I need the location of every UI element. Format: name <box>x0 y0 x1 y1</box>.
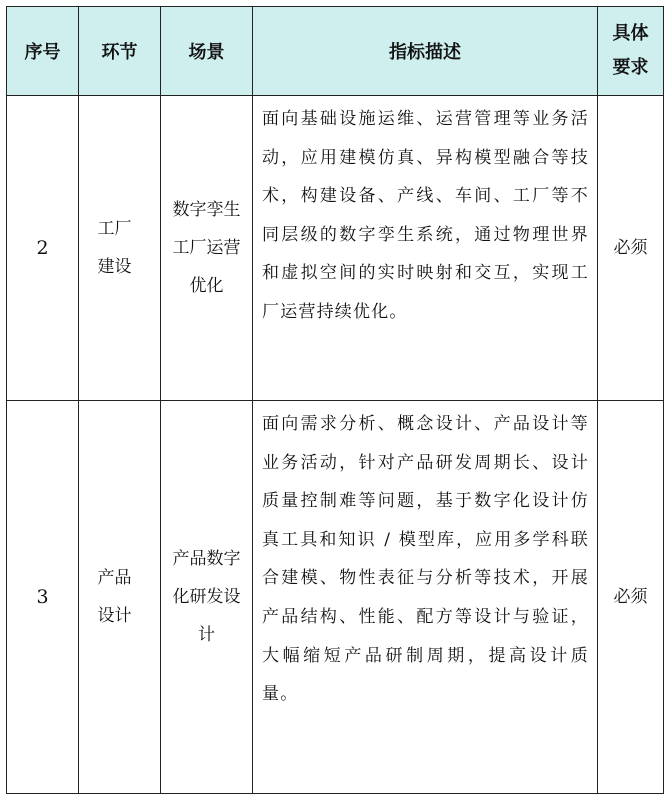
row-stage <box>79 96 161 401</box>
row-requirement: 必须 <box>598 96 664 401</box>
row-stage-text: 产品设计 <box>97 568 132 626</box>
table-row <box>7 401 664 794</box>
row-stage-text: 工厂建设 <box>97 219 132 277</box>
row-requirement: 必须 <box>598 401 664 794</box>
row-scene <box>161 96 253 401</box>
header-requirement <box>598 7 664 96</box>
row-number: 3 <box>7 401 79 794</box>
header-description: 指标描述 <box>253 7 598 96</box>
header-requirement-line2: 要求 <box>612 57 649 78</box>
row-scene-text: 产品数字化研发设计 <box>172 549 241 645</box>
header-stage: 环节 <box>79 7 161 96</box>
row-description: 面向需求分析、概念设计、产品设计等业务活动，针对产品研发周期长、设计质量控制难等问题，基于数字化设计仿真工具和知识 / 模型库，应用多学科联合建模、物性表征与分析等技术，开展产品结构、性能、配方等设计与验证，大幅缩短产品研制周期，提高设计质量。 <box>253 401 598 794</box>
header-no: 序号 <box>7 7 79 96</box>
header-requirement-line1: 具体 <box>612 23 649 44</box>
table-header-row <box>7 7 664 96</box>
indicator-table <box>6 6 664 794</box>
header-scene: 场景 <box>161 7 253 96</box>
table-container <box>6 6 664 794</box>
row-scene <box>161 401 253 794</box>
row-scene-text: 数字孪生工厂运营优化 <box>172 200 241 296</box>
table-row <box>7 96 664 401</box>
row-stage <box>79 401 161 794</box>
row-description: 面向基础设施运维、运营管理等业务活动，应用建模仿真、异构模型融合等技术，构建设备、产线、车间、工厂等不同层级的数字孪生系统，通过物理世界和虚拟空间的实时映射和交互，实现工厂运营持续优化。 <box>253 96 598 401</box>
row-number: 2 <box>7 96 79 401</box>
